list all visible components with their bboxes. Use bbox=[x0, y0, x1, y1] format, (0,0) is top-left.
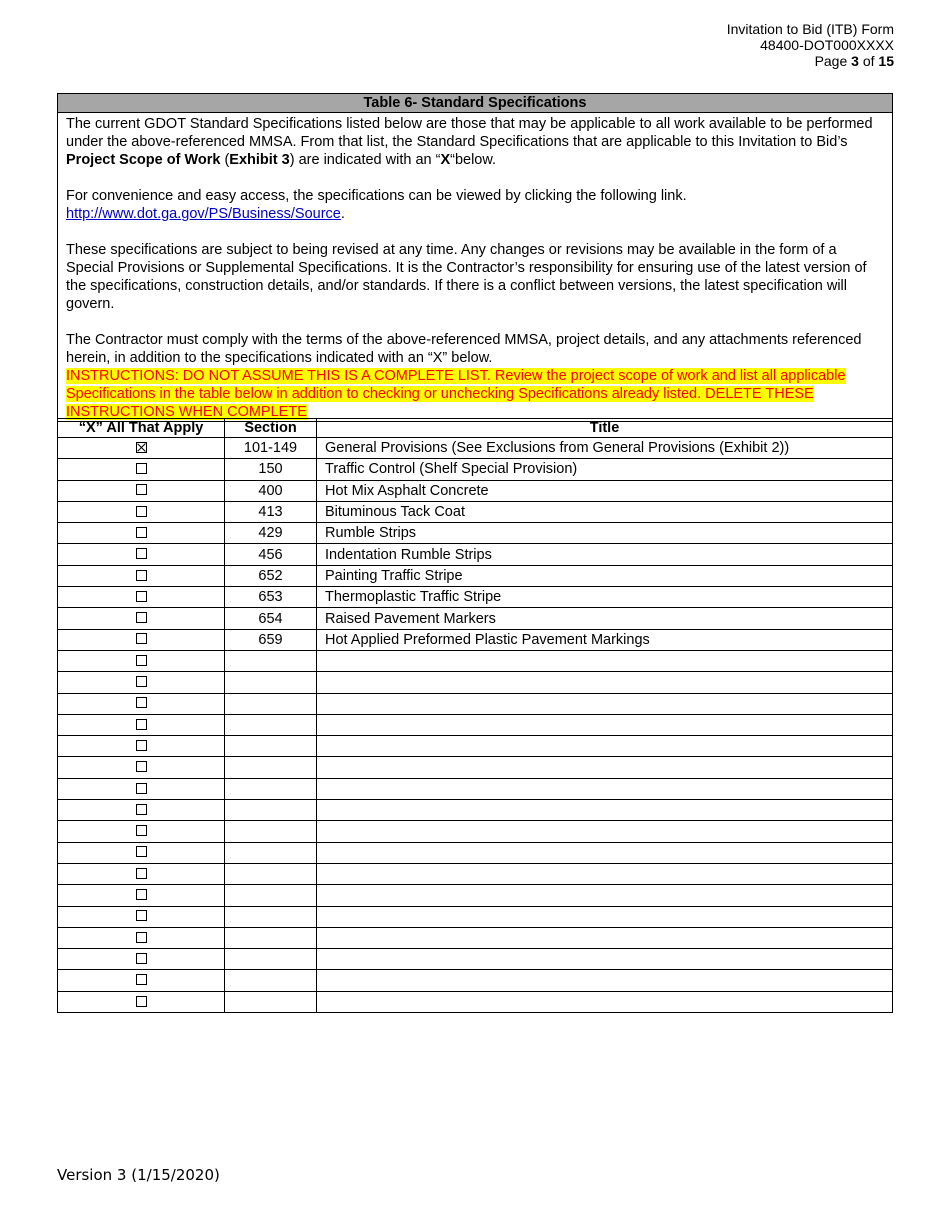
table-row bbox=[58, 736, 893, 757]
title-cell bbox=[317, 800, 893, 821]
version-footer: Version 3 (1/15/2020) bbox=[57, 1166, 220, 1184]
apply-cell bbox=[58, 608, 225, 629]
title-cell bbox=[317, 650, 893, 671]
checkbox-icon[interactable] bbox=[136, 633, 147, 644]
table-row bbox=[58, 885, 893, 906]
section-cell bbox=[225, 778, 317, 799]
title-cell bbox=[317, 778, 893, 799]
apply-cell bbox=[58, 863, 225, 884]
apply-cell bbox=[58, 438, 225, 459]
page-current: 3 bbox=[851, 53, 859, 69]
checkbox-icon[interactable] bbox=[136, 868, 147, 879]
title-cell: Painting Traffic Stripe bbox=[317, 565, 893, 586]
table-row bbox=[58, 544, 893, 565]
checkbox-icon[interactable] bbox=[136, 953, 147, 964]
checkbox-icon[interactable] bbox=[136, 570, 147, 581]
checkbox-icon[interactable] bbox=[136, 463, 147, 474]
page-number: Page 3 of 15 bbox=[814, 53, 894, 69]
page-total: 15 bbox=[878, 53, 894, 69]
section-cell bbox=[225, 842, 317, 863]
section-cell bbox=[225, 927, 317, 948]
apply-cell bbox=[58, 501, 225, 522]
table-row bbox=[58, 778, 893, 799]
apply-cell bbox=[58, 821, 225, 842]
title-cell bbox=[317, 906, 893, 927]
title-cell bbox=[317, 821, 893, 842]
checkbox-icon[interactable] bbox=[136, 506, 147, 517]
section-cell bbox=[225, 821, 317, 842]
table-header-row bbox=[58, 419, 893, 438]
section-cell bbox=[225, 672, 317, 693]
table-row bbox=[58, 501, 893, 522]
instructions-highlight: INSTRUCTIONS: DO NOT ASSUME THIS IS A COMPLETE LIST. Review the project scope of work and list all applicable Specifications in the table below in addition to checking or unchecking Specifications already listed. DELETE THESE INSTRUCTIONS WHEN COMPLETE bbox=[66, 368, 846, 420]
apply-cell bbox=[58, 736, 225, 757]
table-row bbox=[58, 438, 893, 459]
title-cell: Bituminous Tack Coat bbox=[317, 501, 893, 522]
section-cell bbox=[225, 650, 317, 671]
section-cell bbox=[225, 885, 317, 906]
table-row bbox=[58, 970, 893, 991]
table-row bbox=[58, 650, 893, 671]
title-cell bbox=[317, 885, 893, 906]
title-cell bbox=[317, 757, 893, 778]
apply-cell bbox=[58, 693, 225, 714]
title-cell bbox=[317, 970, 893, 991]
apply-cell bbox=[58, 480, 225, 501]
apply-cell bbox=[58, 800, 225, 821]
title-cell: General Provisions (See Exclusions from General Provisions (Exhibit 2)) bbox=[317, 438, 893, 459]
apply-cell bbox=[58, 757, 225, 778]
checkbox-icon[interactable] bbox=[136, 889, 147, 900]
section-cell bbox=[225, 991, 317, 1012]
checkbox-icon[interactable] bbox=[136, 612, 147, 623]
table-row bbox=[58, 800, 893, 821]
checkbox-icon[interactable] bbox=[136, 761, 147, 772]
specifications-link[interactable]: http://www.dot.ga.gov/PS/Business/Source bbox=[66, 206, 341, 222]
title-cell bbox=[317, 672, 893, 693]
table-row bbox=[58, 991, 893, 1012]
checkbox-icon[interactable] bbox=[136, 484, 147, 495]
table-row bbox=[58, 906, 893, 927]
apply-cell bbox=[58, 906, 225, 927]
table-row bbox=[58, 693, 893, 714]
section-cell bbox=[225, 736, 317, 757]
title-cell bbox=[317, 842, 893, 863]
title-cell bbox=[317, 714, 893, 735]
checkbox-icon[interactable] bbox=[136, 910, 147, 921]
section-cell: 654 bbox=[225, 608, 317, 629]
title-cell bbox=[317, 949, 893, 970]
standard-specifications-box bbox=[57, 93, 893, 422]
table-row bbox=[58, 949, 893, 970]
section-cell: 429 bbox=[225, 523, 317, 544]
section-cell: 400 bbox=[225, 480, 317, 501]
section-cell bbox=[225, 714, 317, 735]
table-row bbox=[58, 587, 893, 608]
form-number: 48400-DOT000XXXX bbox=[760, 37, 894, 53]
section-cell: 150 bbox=[225, 459, 317, 480]
title-cell bbox=[317, 991, 893, 1012]
apply-cell bbox=[58, 672, 225, 693]
checkbox-icon[interactable] bbox=[136, 527, 147, 538]
title-cell: Thermoplastic Traffic Stripe bbox=[317, 587, 893, 608]
checkbox-icon[interactable] bbox=[136, 548, 147, 559]
section-cell: 652 bbox=[225, 565, 317, 586]
apply-cell bbox=[58, 842, 225, 863]
checkbox-icon[interactable] bbox=[136, 591, 147, 602]
table-row bbox=[58, 757, 893, 778]
table-row bbox=[58, 629, 893, 650]
apply-cell bbox=[58, 927, 225, 948]
header-section: Section bbox=[225, 419, 317, 438]
checkbox-icon[interactable] bbox=[136, 846, 147, 857]
checked-checkbox-icon[interactable] bbox=[136, 442, 147, 453]
table-title: Table 6- Standard Specifications bbox=[58, 94, 892, 113]
section-cell bbox=[225, 970, 317, 991]
table-row bbox=[58, 821, 893, 842]
table-row bbox=[58, 608, 893, 629]
header-x-all-that-apply: “X” All That Apply bbox=[58, 419, 225, 438]
table-row bbox=[58, 842, 893, 863]
checkbox-icon[interactable] bbox=[136, 932, 147, 943]
header-title: Title bbox=[317, 419, 893, 438]
spec-body: The current GDOT Standard Specifications listed below are those that may be applicable to all work available to be performed under the above-referenced MMSA. From that list, the Standard Specifications that are applicable to this Invitation to Bid’s Project Scope of Work (Exhibit 3) are indicated with an “X“below. For convenience and easy access, the specifications can be viewed by clicking the following link. http://www.dot.ga.gov/PS/Business/Source. These specifications are subject to being revised at any time. Any changes or revisions may be available in the form of a Special Provisions or Supplemental Specifications. It is the Contractor’s responsibility for ensuring use of the latest version of the specifications, construction details, and/or standards. If there is a conflict between versions, the latest specification will govern. The Contractor must comply with the terms of the above-referenced MMSA, project details, and any attachments referenced herein, in addition to the specifications indicated with an “X” below. INSTRUCTIONS: DO NOT ASSUME THIS IS A COMPLETE LIST. Review the project scope of work and list all applicable Specifications in the table below in addition to checking or unchecking Specifications already listed. DELETE THESE INSTRUCTIONS WHEN COMPLETE bbox=[58, 113, 892, 421]
page-header bbox=[727, 21, 894, 69]
convenience-paragraph: For convenience and easy access, the specifications can be viewed by clicking the following link. bbox=[66, 188, 687, 204]
checkbox-icon[interactable] bbox=[136, 697, 147, 708]
title-cell bbox=[317, 736, 893, 757]
form-name: Invitation to Bid (ITB) Form bbox=[726, 21, 894, 37]
checkbox-icon[interactable] bbox=[136, 719, 147, 730]
section-cell bbox=[225, 906, 317, 927]
table-row bbox=[58, 672, 893, 693]
title-cell: Hot Mix Asphalt Concrete bbox=[317, 480, 893, 501]
checkbox-icon[interactable] bbox=[136, 676, 147, 687]
checkbox-icon[interactable] bbox=[136, 825, 147, 836]
apply-cell bbox=[58, 991, 225, 1012]
section-cell bbox=[225, 863, 317, 884]
section-cell: 456 bbox=[225, 544, 317, 565]
apply-cell bbox=[58, 949, 225, 970]
apply-cell bbox=[58, 650, 225, 671]
title-cell bbox=[317, 693, 893, 714]
title-cell: Indentation Rumble Strips bbox=[317, 544, 893, 565]
section-cell bbox=[225, 949, 317, 970]
apply-cell bbox=[58, 714, 225, 735]
title-cell: Rumble Strips bbox=[317, 523, 893, 544]
title-cell: Traffic Control (Shelf Special Provision) bbox=[317, 459, 893, 480]
checkbox-icon[interactable] bbox=[136, 783, 147, 794]
section-cell: 653 bbox=[225, 587, 317, 608]
apply-cell bbox=[58, 970, 225, 991]
checkbox-icon[interactable] bbox=[136, 974, 147, 985]
section-cell bbox=[225, 800, 317, 821]
table-row bbox=[58, 927, 893, 948]
specifications-table bbox=[57, 418, 893, 1013]
table-row bbox=[58, 863, 893, 884]
table-row bbox=[58, 565, 893, 586]
apply-cell bbox=[58, 544, 225, 565]
apply-cell bbox=[58, 629, 225, 650]
table-row bbox=[58, 459, 893, 480]
intro-paragraph: The current GDOT Standard Specifications listed below are those that may be applicable to all work available to be performed under the above-referenced MMSA. From that list, the Standard Specifications that are applicable to this Invitation to Bid’s Project Scope of Work (Exhibit 3) are indicated with an “X“below. bbox=[66, 116, 873, 168]
section-cell: 659 bbox=[225, 629, 317, 650]
title-cell bbox=[317, 863, 893, 884]
apply-cell bbox=[58, 459, 225, 480]
title-cell: Hot Applied Preformed Plastic Pavement Markings bbox=[317, 629, 893, 650]
apply-cell bbox=[58, 523, 225, 544]
section-cell bbox=[225, 757, 317, 778]
table-row bbox=[58, 523, 893, 544]
checkbox-icon[interactable] bbox=[136, 996, 147, 1007]
table-row bbox=[58, 714, 893, 735]
apply-cell bbox=[58, 565, 225, 586]
section-cell bbox=[225, 693, 317, 714]
apply-cell bbox=[58, 778, 225, 799]
checkbox-icon[interactable] bbox=[136, 804, 147, 815]
apply-cell bbox=[58, 885, 225, 906]
apply-cell bbox=[58, 587, 225, 608]
checkbox-icon[interactable] bbox=[136, 740, 147, 751]
compliance-paragraph: The Contractor must comply with the terms of the above-referenced MMSA, project details, and any attachments referenced herein, in addition to the specifications indicated with an “X” below. bbox=[66, 332, 862, 366]
section-cell: 101-149 bbox=[225, 438, 317, 459]
table-row bbox=[58, 480, 893, 501]
checkbox-icon[interactable] bbox=[136, 655, 147, 666]
title-cell bbox=[317, 927, 893, 948]
title-cell: Raised Pavement Markers bbox=[317, 608, 893, 629]
revision-paragraph: These specifications are subject to being revised at any time. Any changes or revisions may be available in the form of a Special Provisions or Supplemental Specifications. It is the Contractor’s responsibility for ensuring use of the latest version of the specifications, construction details, and/or standards. If there is a conflict between versions, the latest specification will govern. bbox=[66, 242, 867, 312]
section-cell: 413 bbox=[225, 501, 317, 522]
